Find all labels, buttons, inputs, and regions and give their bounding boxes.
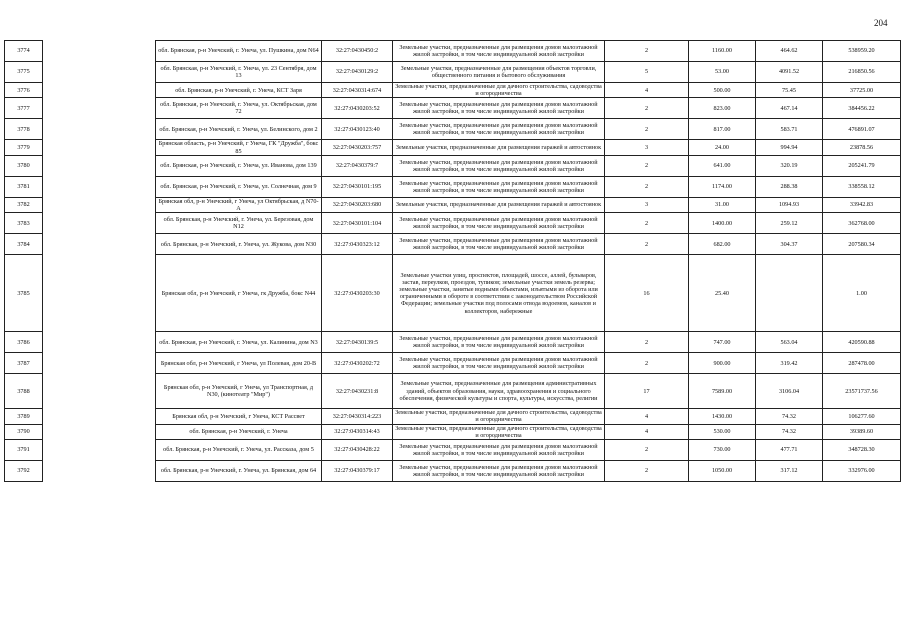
address-cell: обл. Брянская, р-н Унечский, г. Унеча, КСТ Заря [156,83,322,98]
use-group-cell: 3 [605,140,689,155]
gap-cell [43,424,156,439]
cadastral-number-cell: 32:27:0430203:52 [322,98,393,119]
cadastral-value-cell: 348728.30 [823,440,901,461]
table-row [5,374,901,409]
address-cell: Брянская обл, р-н Унечский, г Унеча, КСТ Рассвет [156,409,322,424]
use-group-cell: 2 [605,234,689,255]
page-number: 204 [874,18,888,28]
table-row [5,409,901,424]
area-cell: 1400.00 [689,213,756,234]
gap-cell [43,461,156,482]
gap-cell [43,197,156,212]
land-use-cell: Земельные участки, предназначенные для дачного строительства, садоводства и огородничества [393,409,605,424]
area-cell: 1430.00 [689,409,756,424]
area-cell: 1160.00 [689,41,756,62]
specific-value-cell: 4091.52 [756,62,823,83]
gap-cell [43,176,156,197]
use-group-cell: 2 [605,119,689,140]
area-cell: 31.00 [689,197,756,212]
use-group-cell: 17 [605,374,689,409]
use-group-cell: 4 [605,83,689,98]
table-row [5,176,901,197]
specific-value-cell: 75.45 [756,83,823,98]
cadastral-number-cell: 32:27:0430101:104 [322,213,393,234]
table-row [5,155,901,176]
specific-value-cell: 994.94 [756,140,823,155]
row-number-cell: 3778 [5,119,43,140]
cadastral-value-cell: 384456.22 [823,98,901,119]
land-use-cell: Земельные участки, предназначенные для дачного строительства, садоводства и огородничества [393,83,605,98]
gap-cell [43,332,156,353]
gap-cell [43,409,156,424]
gap-cell [43,234,156,255]
cadastral-number-cell: 32:27:0430123:40 [322,119,393,140]
specific-value-cell: 317.12 [756,461,823,482]
gap-cell [43,374,156,409]
table-row [5,41,901,62]
cadastral-value-cell: 420590.88 [823,332,901,353]
row-number-cell: 3785 [5,255,43,332]
row-number-cell: 3782 [5,197,43,212]
table-row [5,197,901,212]
use-group-cell: 2 [605,213,689,234]
area-cell: 1174.00 [689,176,756,197]
gap-cell [43,41,156,62]
specific-value-cell: 563.04 [756,332,823,353]
cadastral-value-cell: 362768.00 [823,213,901,234]
address-cell: Брянская обл, р-н Унечский, г Унеча, гк Дружба, бокс N44 [156,255,322,332]
land-use-cell: Земельные участки, предназначенные для размещения домов малоэтажной жилой застройки, в том числе индивидуальной жилой застройки [393,461,605,482]
row-number-cell: 3790 [5,424,43,439]
land-use-cell: Земельные участки, предназначенные для размещения домов малоэтажной жилой застройки, в том числе индивидуальной жилой застройки [393,41,605,62]
row-number-cell: 3776 [5,83,43,98]
use-group-cell: 4 [605,409,689,424]
address-cell: обл. Брянская, р-н Унечский, г. Унеча, ул. Октябрьская, дом 72 [156,98,322,119]
table-body [5,41,901,482]
cadastral-value-cell: 476891.07 [823,119,901,140]
land-use-cell: Земельные участки, предназначенные для размещения домов малоэтажной жилой застройки, в том числе индивидуальной жилой застройки [393,440,605,461]
cadastral-number-cell: 32:27:0430101:195 [322,176,393,197]
area-cell: 747.00 [689,332,756,353]
specific-value-cell: 3106.04 [756,374,823,409]
use-group-cell: 2 [605,41,689,62]
specific-value-cell [756,255,823,332]
cadastral-number-cell: 32:27:0430428:22 [322,440,393,461]
cadastral-number-cell: 32:27:0430314:43 [322,424,393,439]
address-cell: обл. Брянская, р-н Унечский, г. Унеча, ул. Пушкина, дом N64 [156,41,322,62]
row-number-cell: 3780 [5,155,43,176]
cadastral-number-cell: 32:27:0430203:757 [322,140,393,155]
use-group-cell: 2 [605,98,689,119]
cadastral-number-cell: 32:27:0430323:12 [322,234,393,255]
gap-cell [43,440,156,461]
specific-value-cell: 467.14 [756,98,823,119]
area-cell: 641.00 [689,155,756,176]
area-cell: 730.00 [689,440,756,461]
cadastral-value-cell: 287478.00 [823,353,901,374]
specific-value-cell: 288.38 [756,176,823,197]
cadastral-number-cell: 32:27:0430379:17 [322,461,393,482]
use-group-cell: 2 [605,440,689,461]
land-use-cell: Земельные участки, предназначенные для размещения гаражей и автостоянок [393,197,605,212]
land-use-cell: Земельные участки, предназначенные для размещения домов малоэтажной жилой застройки, в том числе индивидуальной жилой застройки [393,234,605,255]
table-row [5,353,901,374]
row-number-cell: 3787 [5,353,43,374]
address-cell: Брянская обл, р-н Унечский, г Унеча, ул Полевая, дом 20-В [156,353,322,374]
use-group-cell: 4 [605,424,689,439]
table-row [5,119,901,140]
address-cell: обл. Брянская, р-н Унечский, г. Унеча, ул. Брянская, дом 64 [156,461,322,482]
use-group-cell: 2 [605,461,689,482]
row-number-cell: 3792 [5,461,43,482]
row-number-cell: 3783 [5,213,43,234]
specific-value-cell: 320.19 [756,155,823,176]
table-row [5,213,901,234]
row-number-cell: 3779 [5,140,43,155]
address-cell: обл. Брянская, р-н Унечский, г. Унеча, ул. Березовая, дом N12 [156,213,322,234]
address-cell: обл. Брянская, р-н Унечский, г. Унеча, ул. Калинина, дом N3 [156,332,322,353]
specific-value-cell: 304.37 [756,234,823,255]
land-use-cell: Земельные участки, предназначенные для размещения гаражей и автостоянок [393,140,605,155]
address-cell: обл. Брянская, р-н Унечский, г. Унеча, ул. Жукова, дом N30 [156,234,322,255]
row-number-cell: 3774 [5,41,43,62]
table-row [5,424,901,439]
use-group-cell: 16 [605,255,689,332]
table-row [5,461,901,482]
land-use-cell: Земельные участки, предназначенные для размещения домов малоэтажной жилой застройки, в том числе индивидуальной жилой застройки [393,119,605,140]
use-group-cell: 2 [605,155,689,176]
address-cell: обл. Брянская, р-н Унечский, г. Унеча [156,424,322,439]
address-cell: Брянская область, р-н Унечский, г Унеча, ГК "Дружба", бокс 85 [156,140,322,155]
specific-value-cell: 74.32 [756,424,823,439]
land-use-cell: Земельные участки, предназначенные для размещения домов малоэтажной жилой застройки, в том числе индивидуальной жилой застройки [393,98,605,119]
area-cell: 24.00 [689,140,756,155]
specific-value-cell: 464.62 [756,41,823,62]
table-row [5,140,901,155]
cadastral-value-cell: 332976.00 [823,461,901,482]
specific-value-cell: 1094.93 [756,197,823,212]
table-row [5,234,901,255]
address-cell: обл. Брянская, р-н Унечский, г. Унеча, ул. Иванова, дом 139 [156,155,322,176]
cadastral-value-cell: 207580.34 [823,234,901,255]
address-cell: обл. Брянская, р-н Унечский, г. Унеча, ул. Белинского, дом 2 [156,119,322,140]
land-use-cell: Земельные участки, предназначенные для размещения административных зданий, объектов образования, науки, здравоохранения и социального обеспечения, физической культуры и спорта, культуры, искусства, религии [393,374,605,409]
land-use-cell: Земельные участки, предназначенные для размещения объектов торговли, общественного питания и бытового обслуживания [393,62,605,83]
area-cell: 500.00 [689,83,756,98]
gap-cell [43,353,156,374]
table-row [5,440,901,461]
cadastral-value-cell: 538959.20 [823,41,901,62]
cadastral-number-cell: 32:27:0430203:30 [322,255,393,332]
cadastral-value-cell: 39389.60 [823,424,901,439]
use-group-cell: 5 [605,62,689,83]
cadastral-number-cell: 32:27:0430231:8 [322,374,393,409]
cadastral-number-cell: 32:27:0430379:7 [322,155,393,176]
gap-cell [43,62,156,83]
area-cell: 900.00 [689,353,756,374]
table-row [5,62,901,83]
specific-value-cell: 477.71 [756,440,823,461]
cadastral-value-cell: 338558.12 [823,176,901,197]
gap-cell [43,213,156,234]
area-cell: 25.40 [689,255,756,332]
row-number-cell: 3777 [5,98,43,119]
address-cell: Брянская обл, р-н Унечский, г Унеча, ул Октябрьская, д N70-А [156,197,322,212]
gap-cell [43,155,156,176]
gap-cell [43,255,156,332]
row-number-cell: 3781 [5,176,43,197]
address-cell: обл. Брянская, р-н Унечский, г. Унеча, ул. Солнечная, дом 9 [156,176,322,197]
area-cell: 817.00 [689,119,756,140]
land-use-cell: Земельные участки, предназначенные для дачного строительства, садоводства и огородничества [393,424,605,439]
row-number-cell: 3791 [5,440,43,461]
gap-cell [43,119,156,140]
area-cell: 1050.00 [689,461,756,482]
gap-cell [43,83,156,98]
cadastral-number-cell: 32:27:0430314:674 [322,83,393,98]
area-cell: 682.00 [689,234,756,255]
cadastral-value-cell: 33942.83 [823,197,901,212]
table-row [5,332,901,353]
cadastral-number-cell: 32:27:0430450:2 [322,41,393,62]
land-use-cell: Земельные участки, предназначенные для размещения домов малоэтажной жилой застройки, в том числе индивидуальной жилой застройки [393,155,605,176]
land-use-cell: Земельные участки, предназначенные для размещения домов малоэтажной жилой застройки, в том числе индивидуальной жилой застройки [393,332,605,353]
table-row [5,83,901,98]
specific-value-cell: 583.71 [756,119,823,140]
gap-cell [43,140,156,155]
row-number-cell: 3789 [5,409,43,424]
address-cell: Брянская обл, р-н Унечский, г Унеча, ул Транспортная, д N30, (кинотеатр "Мир") [156,374,322,409]
cadastral-number-cell: 32:27:0430203:680 [322,197,393,212]
area-cell: 7589.00 [689,374,756,409]
table-row [5,255,901,332]
cadastral-number-cell: 32:27:0430139:5 [322,332,393,353]
cadastral-number-cell: 32:27:0430129:2 [322,62,393,83]
use-group-cell: 2 [605,332,689,353]
cadastral-value-cell: 23571737.56 [823,374,901,409]
cadastral-number-cell: 32:27:0430202:72 [322,353,393,374]
cadastral-value-table [4,40,901,482]
use-group-cell: 3 [605,197,689,212]
land-use-cell: Земельные участки улиц, проспектов, площадей, шоссе, аллей, бульваров, застав, переулков, проездов, тупиков; земельные участки земель резерва; земельные участки, занятые водными объектами, изъятыми из оборота или ограниченными в обороте в соответствии с законодательством Российской Федерации; земельные участки под полосами отвода водоемов, каналов и коллекторов, набережные [393,255,605,332]
cadastral-number-cell: 32:27:0430314:223 [322,409,393,424]
address-cell: обл. Брянская, р-н Унечский, г. Унеча, ул. Рассказа, дом 5 [156,440,322,461]
area-cell: 823.00 [689,98,756,119]
specific-value-cell: 319.42 [756,353,823,374]
land-use-cell: Земельные участки, предназначенные для размещения домов малоэтажной жилой застройки, в том числе индивидуальной жилой застройки [393,213,605,234]
gap-cell [43,98,156,119]
specific-value-cell: 74.32 [756,409,823,424]
use-group-cell: 2 [605,353,689,374]
cadastral-value-cell: 205241.79 [823,155,901,176]
cadastral-value-cell: 23878.56 [823,140,901,155]
area-cell: 53.00 [689,62,756,83]
cadastral-value-cell: 1.00 [823,255,901,332]
row-number-cell: 3786 [5,332,43,353]
land-use-cell: Земельные участки, предназначенные для размещения домов малоэтажной жилой застройки, в том числе индивидуальной жилой застройки [393,176,605,197]
area-cell: 530.00 [689,424,756,439]
cadastral-value-cell: 37725.00 [823,83,901,98]
address-cell: обл. Брянская, р-н Унечский, г. Унеча, ул. 23 Сентября, дом 13 [156,62,322,83]
table-row [5,98,901,119]
cadastral-value-cell: 106277.60 [823,409,901,424]
row-number-cell: 3784 [5,234,43,255]
row-number-cell: 3775 [5,62,43,83]
specific-value-cell: 259.12 [756,213,823,234]
land-use-cell: Земельные участки, предназначенные для размещения домов малоэтажной жилой застройки, в том числе индивидуальной жилой застройки [393,353,605,374]
row-number-cell: 3788 [5,374,43,409]
cadastral-value-cell: 216850.56 [823,62,901,83]
use-group-cell: 2 [605,176,689,197]
